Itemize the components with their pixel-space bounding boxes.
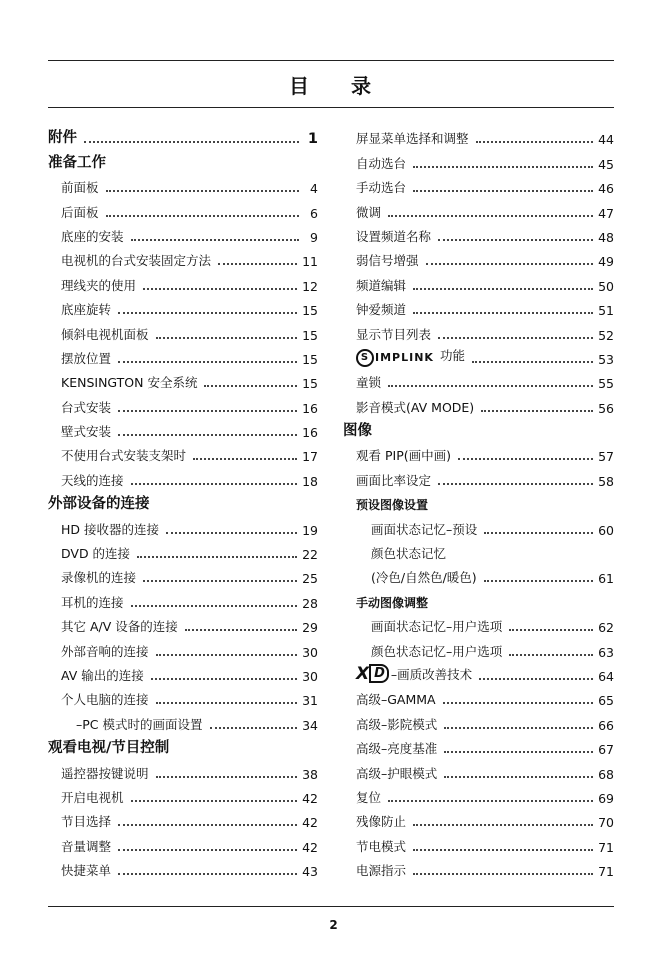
toc-entry-page: 63 <box>598 644 614 660</box>
toc-entry-title: –PC 模式时的画面设置 <box>76 716 203 732</box>
toc-entry-title: KENSINGTON 安全系统 <box>61 375 198 391</box>
dot-leader <box>413 312 593 314</box>
toc-entry[interactable] <box>343 611 614 635</box>
toc-entry[interactable] <box>48 513 318 537</box>
xd-logo-icon: X D <box>356 664 389 684</box>
toc-entry[interactable] <box>48 367 318 391</box>
toc-entry[interactable] <box>343 294 614 318</box>
bottom-rule <box>48 906 614 907</box>
toc-entry-page: 64 <box>598 668 614 684</box>
toc-entry-page: 56 <box>598 400 614 416</box>
dot-leader <box>413 849 593 851</box>
dot-leader <box>509 654 593 656</box>
toc-entry-page: 11 <box>302 254 318 270</box>
toc-entry-page: 6 <box>310 205 318 221</box>
dot-leader <box>388 385 593 387</box>
toc-entry[interactable] <box>343 855 614 879</box>
dot-leader <box>118 361 297 363</box>
dot-leader <box>131 605 298 607</box>
toc-entry-page: 9 <box>310 229 318 245</box>
toc-entry-title: 复位 <box>356 789 382 805</box>
toc-entry[interactable] <box>343 367 614 391</box>
toc-entry[interactable] <box>48 830 318 854</box>
toc-entry-title: 画面比率设定 <box>356 472 432 488</box>
toc-right-column <box>343 123 614 879</box>
toc-entry-title: 不使用台式安装支架时 <box>61 448 187 464</box>
toc-entry[interactable] <box>48 294 318 318</box>
dot-leader <box>118 410 297 412</box>
toc-entry[interactable] <box>343 660 614 684</box>
toc-entry-title: 残像防止 <box>356 814 407 830</box>
toc-entry-page: 61 <box>598 571 614 587</box>
toc-entry-page: 50 <box>598 278 614 294</box>
toc-entry-page: 51 <box>598 303 614 319</box>
section-heading: 图像 <box>343 423 372 440</box>
toc-entry[interactable] <box>343 830 614 854</box>
toc-entry-page: 43 <box>302 864 318 880</box>
toc-entry-page: 55 <box>598 376 614 392</box>
toc-entry-title: 台式安装 <box>61 399 112 415</box>
dot-leader <box>156 702 298 704</box>
toc-entry-title: 颜色状态记忆–用户选项 <box>371 643 503 659</box>
toc-entry-page: 42 <box>302 815 318 831</box>
toc-entry[interactable] <box>343 513 614 537</box>
dot-leader <box>479 678 593 680</box>
dot-leader <box>131 239 299 241</box>
toc-entry-page: 17 <box>302 449 318 465</box>
toc-entry[interactable] <box>48 708 318 732</box>
toc-entry[interactable] <box>343 562 614 586</box>
toc-text-line: 颜色状态记忆 <box>371 546 447 562</box>
dot-leader <box>151 678 297 680</box>
dot-leader <box>84 141 299 143</box>
dot-leader <box>185 629 297 631</box>
dot-leader <box>204 385 297 387</box>
toc-entry[interactable] <box>343 343 614 367</box>
toc-entry-page: 69 <box>598 790 614 806</box>
toc-entry[interactable] <box>48 269 318 293</box>
toc-entry[interactable] <box>343 318 614 342</box>
dot-leader <box>476 141 594 143</box>
toc-entry[interactable] <box>48 464 318 488</box>
toc-entry[interactable] <box>343 269 614 293</box>
toc-entry[interactable] <box>48 172 318 196</box>
dot-leader <box>106 215 299 217</box>
toc-entry[interactable] <box>343 708 614 732</box>
dot-leader <box>193 458 297 460</box>
toc-entry[interactable] <box>343 464 614 488</box>
dot-leader <box>143 580 297 582</box>
dot-leader <box>444 751 593 753</box>
dot-leader <box>438 337 593 339</box>
dot-leader <box>118 849 297 851</box>
dot-leader <box>388 215 593 217</box>
dot-leader <box>413 824 593 826</box>
toc-entry[interactable] <box>48 416 318 440</box>
toc-entry[interactable] <box>343 123 614 147</box>
dot-leader <box>484 532 593 534</box>
toc-entry[interactable] <box>343 172 614 196</box>
dot-leader <box>388 800 593 802</box>
toc-entry-page: 67 <box>598 742 614 758</box>
dot-leader <box>426 263 594 265</box>
toc-entry-title: 摆放位置 <box>61 350 112 366</box>
toc-entry-title: (冷色/自然色/暖色) <box>371 570 477 586</box>
toc-entry-title: HD 接收器的连接 <box>61 521 159 537</box>
toc-entry[interactable] <box>343 733 614 757</box>
toc-entry[interactable] <box>48 245 318 269</box>
toc-entry-page: 45 <box>598 156 614 172</box>
dot-leader <box>218 263 297 265</box>
toc-entry-page: 49 <box>598 254 614 270</box>
toc-entry[interactable] <box>343 684 614 708</box>
dot-leader <box>484 580 593 582</box>
toc-entry-title: 频道编辑 <box>356 277 407 293</box>
dot-leader <box>438 483 593 485</box>
toc-entry[interactable] <box>343 221 614 245</box>
toc-entry-page: 15 <box>302 376 318 392</box>
toc-entry-title: 音量调整 <box>61 838 112 854</box>
section-heading: 外部设备的连接 <box>48 496 150 513</box>
toc-entry-title: 前面板 <box>61 180 99 196</box>
dot-leader <box>458 458 593 460</box>
toc-entry-page: 62 <box>598 620 614 636</box>
toc-entry-title: 壁式安装 <box>61 424 112 440</box>
dot-leader <box>413 190 593 192</box>
toc-entry[interactable] <box>48 196 318 220</box>
toc-entry-page: 42 <box>302 839 318 855</box>
toc-entry[interactable] <box>48 757 318 781</box>
toc-entry-title: 个人电脑的连接 <box>61 692 149 708</box>
toc-entry-page: 57 <box>598 449 614 465</box>
toc-entry[interactable] <box>343 391 614 415</box>
toc-entry-page: 29 <box>302 620 318 636</box>
dot-leader <box>413 873 593 875</box>
toc-entry[interactable] <box>343 757 614 781</box>
toc-entry-title: 遥控器按键说明 <box>61 765 149 781</box>
toc-entry-page: 38 <box>302 766 318 782</box>
toc-entry-page: 18 <box>302 473 318 489</box>
dot-leader <box>443 702 593 704</box>
dot-leader <box>118 873 297 875</box>
toc-entry-page: 58 <box>598 473 614 489</box>
dot-leader <box>166 532 297 534</box>
dot-leader <box>156 337 298 339</box>
toc-entry-page: 68 <box>598 766 614 782</box>
toc-entry[interactable] <box>48 782 318 806</box>
toc-entry-page: 71 <box>598 864 614 880</box>
title-char-1: 目 <box>289 74 311 98</box>
toc-entry[interactable] <box>48 562 318 586</box>
toc-entry-title: 高级–亮度基准 <box>356 741 438 757</box>
dot-leader <box>137 556 297 558</box>
dot-leader <box>444 727 593 729</box>
toc-entry[interactable] <box>343 245 614 269</box>
toc-entry-title: 倾斜电视机面板 <box>61 326 149 342</box>
toc-entry-title: 微调 <box>356 204 382 220</box>
subsection-heading: 手动图像调整 <box>356 595 429 610</box>
toc-entry-page: 52 <box>598 327 614 343</box>
toc-entry-page: 12 <box>302 278 318 294</box>
toc-entry[interactable] <box>48 806 318 830</box>
toc-entry[interactable] <box>48 221 318 245</box>
page-number: 2 <box>329 918 338 932</box>
dot-leader <box>143 288 297 290</box>
toc-entry-page: 1 <box>307 131 318 148</box>
dot-leader <box>118 434 297 436</box>
toc-entry-title: 显示节目列表 <box>356 326 432 342</box>
toc-entry-title: 底座的安装 <box>61 228 124 244</box>
toc-entry-title: 附件 <box>48 130 77 147</box>
dot-leader <box>481 410 593 412</box>
toc-entry-title: 耳机的连接 <box>61 594 124 610</box>
toc-entry-page: 15 <box>302 303 318 319</box>
toc-entry-title: DVD 的连接 <box>61 546 131 562</box>
dot-leader <box>509 629 593 631</box>
toc-entry-title: X D –画质改善技术 <box>356 663 473 684</box>
dot-leader <box>131 800 298 802</box>
toc-entry[interactable] <box>343 440 614 464</box>
toc-entry-page: 46 <box>598 181 614 197</box>
toc-entry[interactable] <box>48 611 318 635</box>
toc-entry-title: AV 输出的连接 <box>61 667 144 683</box>
toc-entry-title: 后面板 <box>61 204 99 220</box>
toc-entry-page: 53 <box>598 351 614 367</box>
toc-entry-title: 高级–影院模式 <box>356 716 438 732</box>
section-heading: 观看电视/节目控制 <box>48 740 170 757</box>
toc-entry-page: 15 <box>302 327 318 343</box>
dot-leader <box>472 361 593 363</box>
toc-entry-page: 19 <box>302 522 318 538</box>
toc-entry-page: 22 <box>302 547 318 563</box>
toc-entry-title: 底座旋转 <box>61 302 112 318</box>
toc-entry-page: 66 <box>598 717 614 733</box>
toc-entry-page: 16 <box>302 400 318 416</box>
toc-entry-page: 71 <box>598 839 614 855</box>
toc-entry-title: 快捷菜单 <box>61 863 112 879</box>
dot-leader <box>118 312 297 314</box>
toc-entry-title: 画面状态记忆–用户选项 <box>371 619 503 635</box>
dot-leader <box>131 483 298 485</box>
dot-leader <box>118 824 297 826</box>
toc-entry[interactable] <box>48 318 318 342</box>
toc-entry-title: 手动选台 <box>356 180 407 196</box>
toc-entry[interactable] <box>48 123 318 147</box>
toc-entry-title: 录像机的连接 <box>61 570 137 586</box>
toc-entry-title: 高级–护眼模式 <box>356 765 438 781</box>
toc-entry-page: 47 <box>598 205 614 221</box>
toc-entry-title: 电视机的台式安装固定方法 <box>61 253 212 269</box>
toc-entry[interactable] <box>48 343 318 367</box>
toc-entry-page: 25 <box>302 571 318 587</box>
toc-entry-page: 16 <box>302 425 318 441</box>
toc-entry-title: 影音模式(AV MODE) <box>356 399 475 415</box>
title-char-2: 录 <box>351 74 373 98</box>
toc-entry-page: 65 <box>598 693 614 709</box>
toc-entry[interactable] <box>343 806 614 830</box>
dot-leader <box>438 239 593 241</box>
toc-entry-page: 4 <box>310 181 318 197</box>
simplink-logo-icon: S IMPLINK <box>356 349 434 367</box>
dot-leader <box>210 727 298 729</box>
toc-entry[interactable] <box>48 660 318 684</box>
dot-leader <box>413 166 593 168</box>
toc-entry-title: 设置频道名称 <box>356 228 432 244</box>
toc-entry-page: 31 <box>302 693 318 709</box>
toc-entry-title: 节目选择 <box>61 814 112 830</box>
toc-entry-title: 开启电视机 <box>61 789 124 805</box>
dot-leader <box>156 654 298 656</box>
toc-entry-page: 60 <box>598 522 614 538</box>
toc-entry[interactable] <box>48 391 318 415</box>
toc-entry-title: 童锁 <box>356 375 382 391</box>
toc-entry-title: 高级–GAMMA <box>356 692 436 708</box>
toc-entry-page: 28 <box>302 595 318 611</box>
toc-entry-title: S IMPLINK 功能 <box>356 346 465 367</box>
toc-entry[interactable] <box>343 782 614 806</box>
toc-entry-title: 钟爱频道 <box>356 302 407 318</box>
toc-entry-title: 节电模式 <box>356 838 407 854</box>
toc-entry-page: 30 <box>302 644 318 660</box>
toc-entry-title: 自动选台 <box>356 155 407 171</box>
toc-entry-title: 理线夹的使用 <box>61 277 137 293</box>
toc-entry-title: 天线的连接 <box>61 472 124 488</box>
toc-entry-title: 其它 A/V 设备的连接 <box>61 619 178 635</box>
toc-entry[interactable] <box>48 440 318 464</box>
subsection-heading: 预设图像设置 <box>356 498 429 513</box>
toc-entry[interactable] <box>48 684 318 708</box>
page-title <box>48 70 614 99</box>
toc-entry[interactable] <box>343 635 614 659</box>
toc-entry[interactable] <box>48 855 318 879</box>
toc-entry-page: 15 <box>302 351 318 367</box>
toc-entry-title: 画面状态记忆–预设 <box>371 521 478 537</box>
toc-entry-title: 弱信号增强 <box>356 253 419 269</box>
toc-entry-title: 观看 PIP(画中画) <box>356 448 451 464</box>
section-heading: 准备工作 <box>48 154 106 171</box>
toc-left-column <box>48 123 318 879</box>
toc-entry-title: 屏显菜单选择和调整 <box>356 131 469 147</box>
toc-entry-page: 42 <box>302 790 318 806</box>
toc-entry[interactable] <box>48 586 318 610</box>
toc-entry-title: 外部音响的连接 <box>61 643 149 659</box>
toc-entry[interactable] <box>48 635 318 659</box>
toc-entry-page: 48 <box>598 229 614 245</box>
toc-entry-page: 70 <box>598 815 614 831</box>
toc-entry-page: 34 <box>302 717 318 733</box>
toc-entry[interactable] <box>343 196 614 220</box>
toc-entry[interactable] <box>343 147 614 171</box>
toc-entry-page: 30 <box>302 668 318 684</box>
dot-leader <box>106 190 299 192</box>
title-rule <box>48 107 614 108</box>
toc-entry-page: 44 <box>598 132 614 148</box>
dot-leader <box>413 288 593 290</box>
dot-leader <box>444 776 593 778</box>
toc-entry[interactable] <box>48 538 318 562</box>
toc-entry-title: 电源指示 <box>356 863 407 879</box>
dot-leader <box>156 776 298 778</box>
top-rule <box>48 60 614 61</box>
